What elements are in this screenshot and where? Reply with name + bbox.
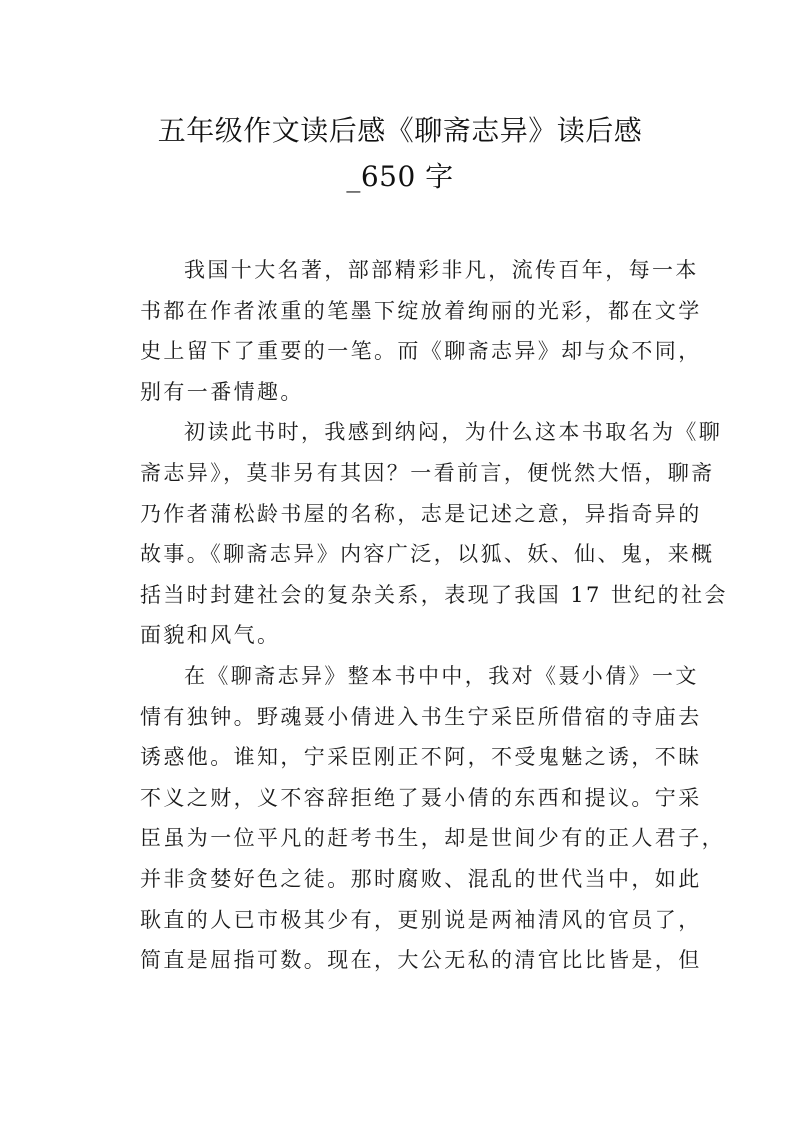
paragraph-3-line: 情有独钟。野魂聂小倩进入书生宁采臣所借宿的寺庙去: [140, 704, 702, 729]
paragraph-2-line: 括当时封建社会的复杂关系，表现了我国 17 世纪的社会: [140, 582, 728, 607]
paragraph-3-line: 耿直的人已市极其少有，更别说是两袖清风的官员了，: [140, 907, 702, 932]
document-body: [140, 250, 728, 981]
paragraph-2-line: 斋志异》，莫非另有其因？一看前言，便恍然大悟，聊斋: [140, 460, 715, 485]
paragraph-3-line: 简直是屈指可数。现在，大公无私的清官比比皆是，但: [140, 948, 702, 973]
paragraph-2-line: 初读此书时，我感到纳闷，为什么这本书取名为《聊: [184, 420, 723, 445]
paragraph-1-line: 史上留下了重要的一笔。而《聊斋志异》却与众不同，: [140, 339, 702, 364]
paragraph-1-line: 书都在作者浓重的笔墨下绽放着绚丽的光彩，都在文学: [140, 298, 702, 323]
paragraph-3-line: 在《聊斋志异》整本书中中，我对《聂小倩》一文: [184, 663, 699, 688]
paragraph-1-line: 我国十大名著，部部精彩非凡，流传百年，每一本: [184, 258, 699, 282]
paragraph-3-line: 诱惑他。谁知，宁采臣刚正不阿，不受鬼魅之诱，不昧: [140, 745, 702, 770]
document-title: [140, 108, 660, 200]
paragraph-3-line: 不义之财，义不容辞拒绝了聂小倩的东西和提议。宁采: [140, 785, 702, 810]
paragraph-2-line: 故事。《聊斋志异》内容广泛，以狐、妖、仙、鬼，来概: [140, 542, 715, 567]
title-line-1: 五年级作文读后感《聊斋志异》读后感: [157, 114, 643, 147]
paragraph-2-line: 乃作者蒲松龄书屋的名称，志是记述之意，异指奇异的: [140, 501, 702, 526]
paragraph-2-line: 面貌和风气。: [140, 623, 281, 648]
paragraph-3-line: 臣虽为一位平凡的赶考书生，却是世间少有的正人君子，: [140, 826, 725, 851]
title-line-2: _650 字: [346, 160, 454, 193]
paragraph-3-line: 并非贪婪好色之徒。那时腐败、混乱的世代当中，如此: [140, 866, 702, 891]
paragraph-1-line: 别有一番情趣。: [140, 379, 304, 404]
